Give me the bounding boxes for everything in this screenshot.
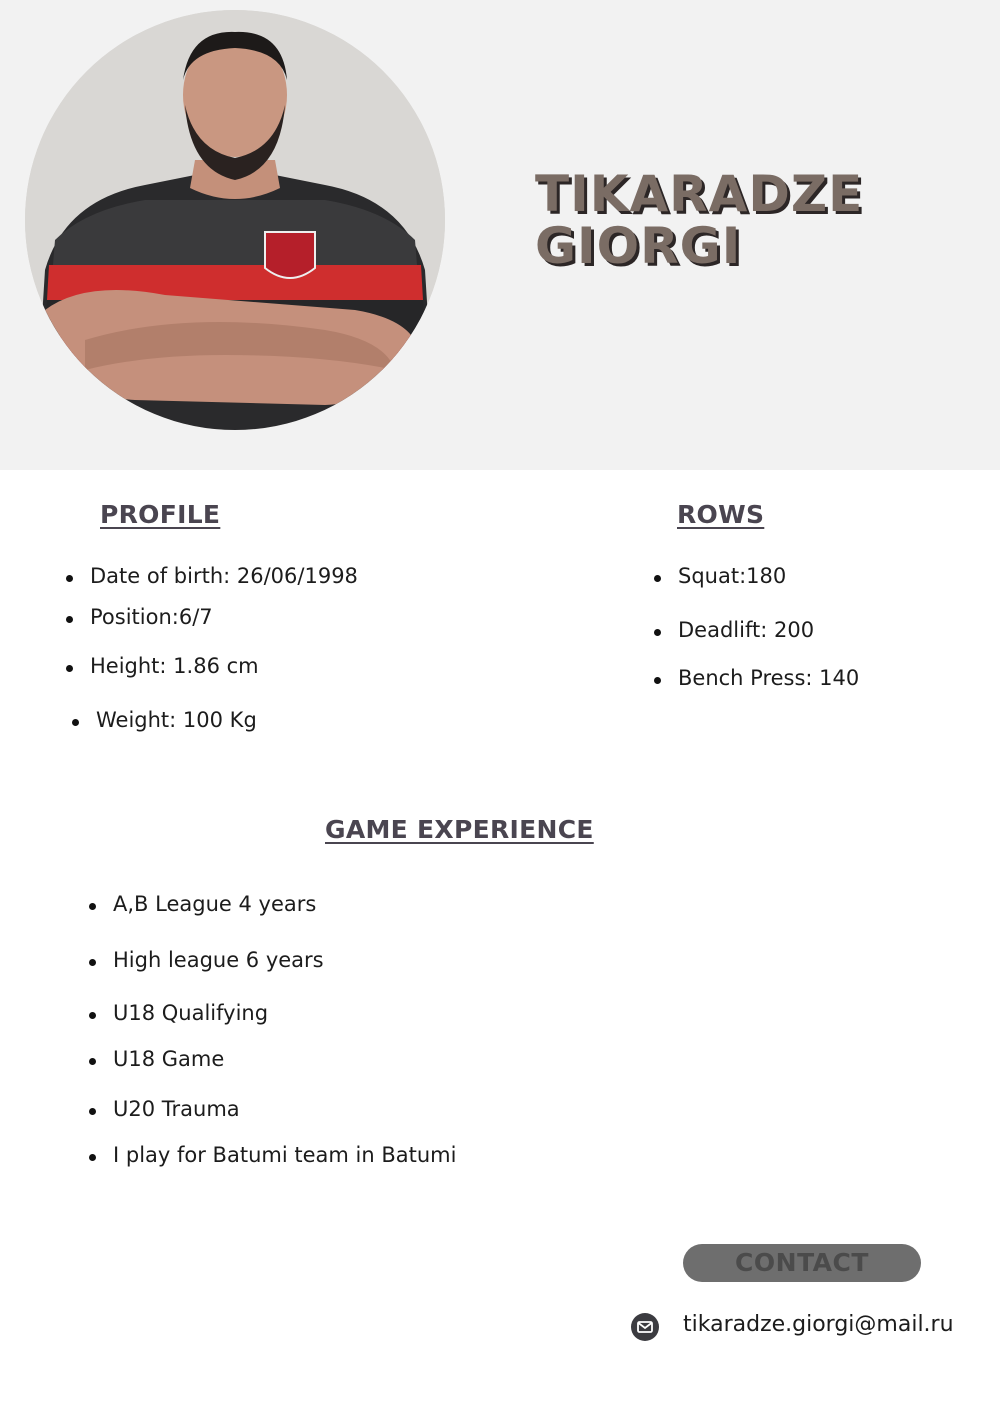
profile-weight: Weight: 100 Kg [96, 708, 257, 732]
contact-heading: CONTACT [683, 1244, 921, 1282]
experience-item: U20 Trauma [113, 1097, 240, 1121]
email-link[interactable]: tikaradze.giorgi@mail.ru [683, 1312, 954, 1337]
rows-deadlift: Deadlift: 200 [678, 618, 815, 642]
rows-bench-press: Bench Press: 140 [678, 666, 860, 690]
first-name: GIORGI [535, 217, 742, 275]
rows-squat: Squat:180 [678, 564, 787, 588]
profile-photo [25, 10, 445, 430]
experience-item: I play for Batumi team in Batumi [113, 1143, 457, 1167]
mail-icon [631, 1313, 659, 1341]
profile-height: Height: 1.86 cm [90, 654, 259, 678]
experience-heading: GAME EXPERIENCE [325, 815, 594, 844]
experience-item: U18 Game [113, 1047, 225, 1071]
profile-heading: PROFILE [100, 500, 221, 529]
player-name [535, 165, 864, 275]
experience-item: A,B League 4 years [113, 892, 317, 916]
profile-position: Position:6/7 [90, 605, 213, 629]
last-name: TIKARADZE [535, 165, 864, 223]
experience-item: High league 6 years [113, 948, 324, 972]
experience-item: U18 Qualifying [113, 1001, 269, 1025]
profile-dob: Date of birth: 26/06/1998 [90, 564, 358, 588]
rows-heading: ROWS [677, 500, 765, 529]
